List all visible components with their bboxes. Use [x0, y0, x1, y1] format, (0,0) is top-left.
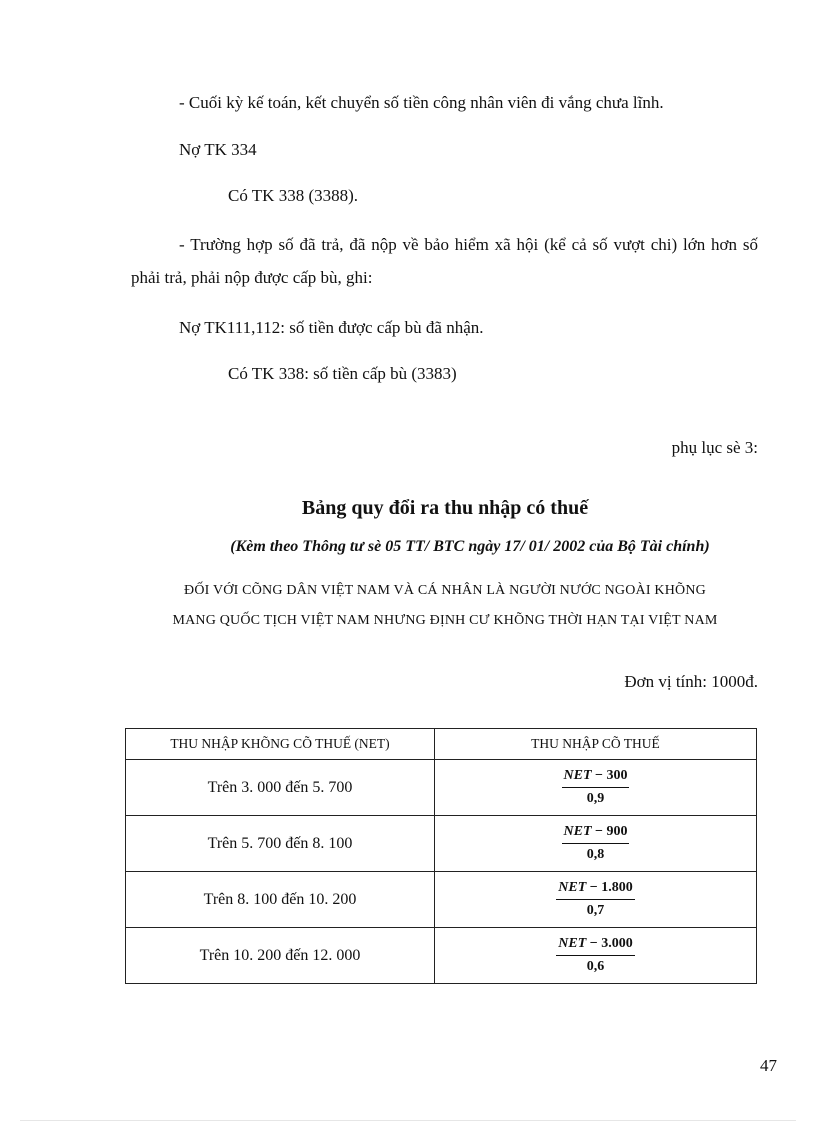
formula-cell — [435, 760, 757, 816]
formula-deduction: − 300 — [591, 768, 628, 783]
income-range: Trên 5. 700 đến 8. 100 — [126, 816, 435, 872]
entry-line-3: Có TK 338 (3388). — [228, 186, 359, 205]
header-taxable-income: THU NHẬP CÕ THUẾ — [435, 729, 757, 760]
formula-fraction — [556, 935, 634, 976]
income-range: Trên 10. 200 đến 12. 000 — [126, 928, 435, 984]
page-bottom-divider — [20, 1120, 796, 1121]
formula-net: NET — [563, 768, 592, 783]
formula-cell — [435, 928, 757, 984]
formula-net: NET — [563, 824, 592, 839]
table-row — [126, 928, 757, 984]
scope-line-2: MANG QUỐC TỊCH VIỆT NAM NHƯNG ĐỊNH CƯ KHÕNG THỜI HẠN TẠI VIỆT NAM — [172, 613, 718, 628]
table-header-row — [126, 729, 757, 760]
scope-line-1: ĐỐI VỚI CÕNG DÂN VIỆT NAM VÀ CÁ NHÂN LÀ NGƯỜI NƯỚC NGOÀI KHÕNG — [184, 583, 706, 598]
formula-deduction: − 3.000 — [586, 936, 633, 951]
formula-divisor: 0,8 — [586, 847, 605, 862]
formula-divisor: 0,9 — [586, 791, 605, 806]
unit-label: Đơn vị tính: 1000đ. — [624, 672, 758, 691]
formula-divisor: 0,7 — [586, 903, 605, 918]
formula-cell — [435, 872, 757, 928]
header-net-income: THU NHẬP KHÕNG CÕ THUẾ (NET) — [126, 729, 435, 760]
entry-line-5: Có TK 338: số tiền cấp bù (3383) — [228, 364, 457, 383]
income-range: Trên 8. 100 đến 10. 200 — [126, 872, 435, 928]
entry-line-1: - Cuối kỳ kế toán, kết chuyển số tiền công nhân viên đi vắng chưa lĩnh. — [179, 93, 664, 112]
table-row — [126, 872, 757, 928]
table-title: Bảng quy đổi ra thu nhập có thuế — [301, 497, 589, 519]
formula-net: NET — [558, 880, 587, 895]
paragraph-compensation: - Trường hợp số đã trả, đã nộp về bảo hiểm xã hội (kể cả số vượt chi) lớn hơn số phải trả, phải nộp được cấp bù, ghi: — [131, 235, 758, 287]
formula-fraction — [556, 879, 634, 920]
income-range: Trên 3. 000 đến 5. 700 — [126, 760, 435, 816]
table-row — [126, 760, 757, 816]
formula-fraction — [562, 767, 630, 808]
formula-cell — [435, 816, 757, 872]
formula-fraction — [562, 823, 630, 864]
entry-line-4: Nợ TK111,112: số tiền được cấp bù đã nhận. — [179, 318, 484, 337]
formula-divisor: 0,6 — [586, 959, 605, 974]
formula-net: NET — [558, 936, 587, 951]
appendix-label: phụ lục sè 3: — [671, 438, 758, 457]
table-row — [126, 816, 757, 872]
formula-deduction: − 900 — [591, 824, 628, 839]
entry-line-2: Nợ TK 334 — [179, 140, 257, 159]
table-subtitle: (Kèm theo Thông tư sè 05 TT/ BTC ngày 17/ 01/ 2002 của Bộ Tài chính) — [230, 538, 710, 555]
formula-deduction: − 1.800 — [586, 880, 633, 895]
tax-conversion-table — [125, 728, 757, 984]
page-number: 47 — [760, 1056, 777, 1075]
